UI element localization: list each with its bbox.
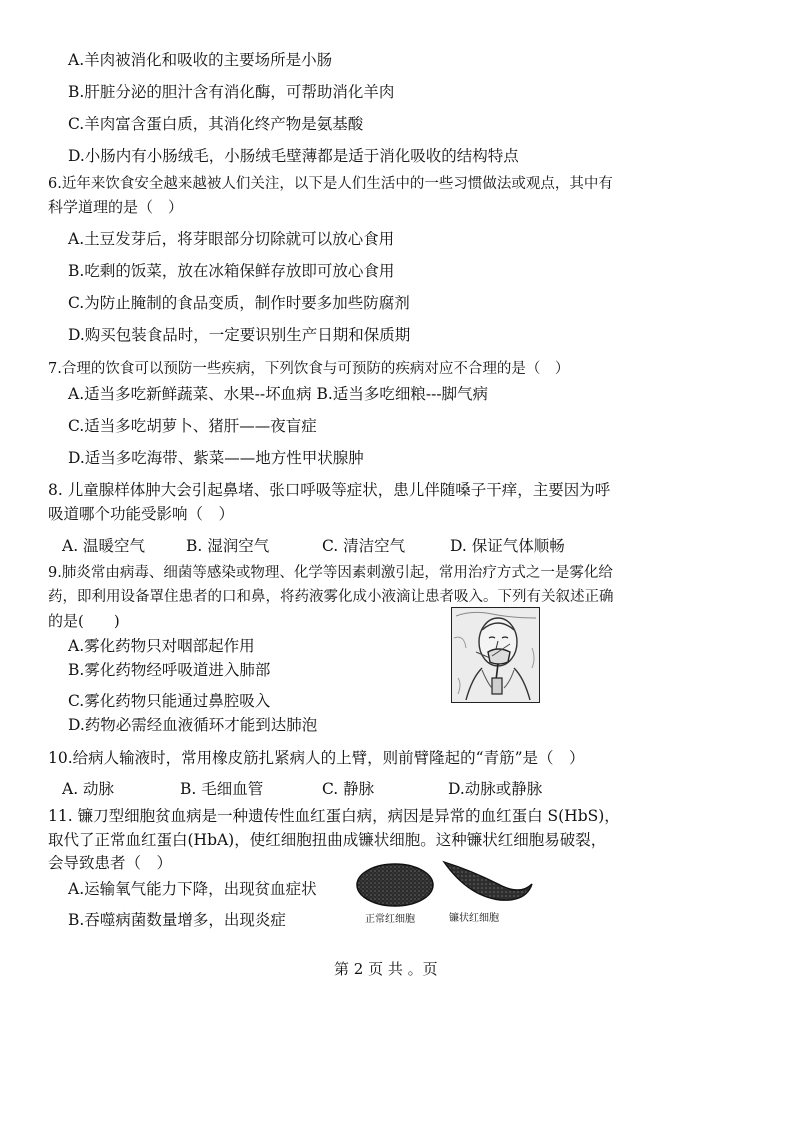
nebulizer-patient-drawing — [452, 608, 539, 702]
q8-stem-line2: 吸道哪个功能受影响（ ） — [48, 505, 235, 523]
q8-stem-line1: 8. 儿童腺样体肿大会引起鼻堵、张口呼吸等症状，患儿伴随嗓子干痒，主要因为呼 — [48, 481, 611, 499]
q11-stem-line1: 11. 镰刀型细胞贫血病是一种遗传性血红蛋白病，病因是异常的血红蛋白 S(HbS)， — [48, 807, 620, 825]
q6-stem-line1: 6.近年来饮食安全越来越被人们关注，以下是人们生活中的一些习惯做法或观点，其中有 — [48, 176, 613, 192]
q9-stem-line2: 药，即利用设备罩住患者的口和鼻，将药液雾化成小液滴让患者吸入。下列有关叙述正确 — [48, 589, 614, 605]
q9-option-c: C.雾化药物只能通过鼻腔吸入 — [68, 692, 271, 710]
q10-option-b: B. 毛细血管 — [180, 780, 264, 798]
normal-red-cell-caption: 正常红细胞 — [365, 914, 415, 925]
q10-option-a: A. 动脉 — [62, 780, 115, 798]
q7-option-c: C.适当多吃胡萝卜、猪肝——夜盲症 — [68, 417, 317, 435]
q9-option-b: B.雾化药物经呼吸道进入肺部 — [68, 661, 271, 679]
q7-option-ab: A.适当多吃新鲜蔬菜、水果--坏血病 B.适当多吃细粮---脚气病 — [68, 385, 489, 403]
q10-stem: 10.给病人输液时，常用橡皮筋扎紧病人的上臂，则前臂隆起的“青筋”是（ ） — [48, 749, 585, 767]
q10-option-c: C. 静脉 — [322, 780, 375, 798]
q7-option-d: D.适当多吃海带、紫菜——地方性甲状腺肿 — [68, 449, 364, 467]
q11-option-b: B.吞噬病菌数量增多，出现炎症 — [68, 911, 286, 929]
q8-option-d: D. 保证气体顺畅 — [450, 537, 565, 555]
q7-stem: 7.合理的饮食可以预防一些疾病，下列饮食与可预防的疾病对应不合理的是（ ） — [48, 361, 570, 377]
normal-red-cell-figure — [354, 862, 438, 908]
q5-option-a: A.羊肉被消化和吸收的主要场所是小肠 — [68, 51, 333, 69]
q9-stem-line1: 9.肺炎常由病毒、细菌等感染或物理、化学等因素刺激引起，常用治疗方式之一是雾化给 — [48, 565, 613, 581]
q8-option-c: C. 清洁空气 — [322, 537, 406, 555]
q9-option-a: A.雾化药物只对咽部起作用 — [68, 637, 255, 655]
q6-stem-line2: 科学道理的是（ ） — [48, 198, 184, 216]
q6-option-b: B.吃剩的饭菜，放在冰箱保鲜存放即可放心食用 — [68, 262, 395, 280]
q8-option-a: A. 温暖空气 — [62, 537, 146, 555]
nebulizer-patient-image — [451, 607, 540, 703]
q11-option-a: A.运输氧气能力下降，出现贫血症状 — [68, 880, 317, 898]
q8-option-b: B. 湿润空气 — [186, 537, 270, 555]
q5-option-d: D.小肠内有小肠绒毛，小肠绒毛壁薄都是适于消化吸收的结构特点 — [68, 147, 519, 165]
q11-stem-line3: 会导致患者（ ） — [48, 854, 173, 872]
q6-option-c: C.为防止腌制的食品变质，制作时要多加些防腐剂 — [68, 294, 410, 312]
q6-option-a: A.土豆发芽后，将芽眼部分切除就可以放心食用 — [68, 230, 395, 248]
q9-option-d: D.药物必需经血液循环才能到达肺泡 — [68, 716, 318, 734]
q10-option-d: D.动脉或静脉 — [448, 780, 543, 798]
normal-red-cell-icon — [354, 862, 438, 908]
q11-stem-line2: 取代了正常血红蛋白(HbA)，使红细胞扭曲成镰状细胞。这种镰状红细胞易破裂， — [48, 831, 607, 849]
sickle-red-cell-icon — [440, 858, 535, 908]
q6-option-d: D.购买包装食品时，一定要识别生产日期和保质期 — [68, 326, 411, 344]
q5-option-b: B.肝脏分泌的胆汁含有消化酶，可帮助消化羊肉 — [68, 83, 395, 101]
sickle-red-cell-caption: 镰状红细胞 — [449, 913, 499, 924]
q9-stem-line3: 的是( ) — [48, 612, 120, 630]
q5-option-c: C.羊肉富含蛋白质，其消化终产物是氨基酸 — [68, 115, 364, 133]
sickle-red-cell-figure — [440, 858, 535, 908]
page-footer: 第 2 页 共 。页 — [334, 960, 438, 978]
